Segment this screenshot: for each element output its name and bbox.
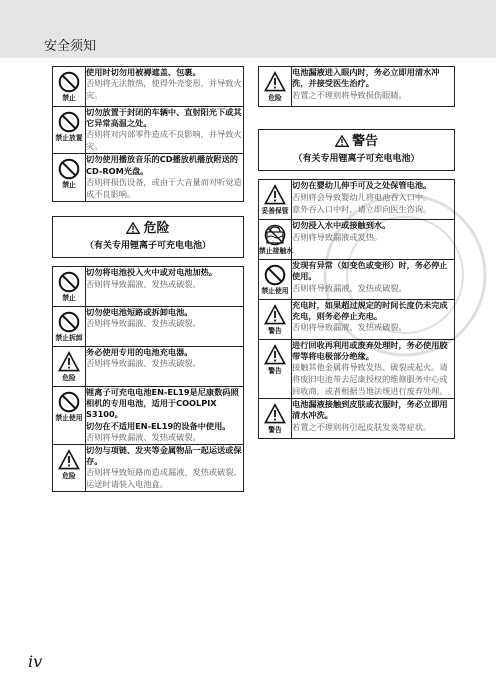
warning-symbol-cell <box>259 180 292 220</box>
warning-consequence: 否则将无法散热，使得外壳变形，并导致火灾。 <box>86 78 242 101</box>
warning-row <box>259 339 455 398</box>
warning-symbol-cell <box>53 444 86 491</box>
warning-text-cell <box>86 444 244 491</box>
warning-section-header <box>258 129 455 172</box>
exclamation-icon <box>264 71 286 93</box>
warning-row <box>53 346 244 386</box>
page-header-title: 安全须知 <box>44 39 97 54</box>
warning-symbol-label: 禁止使用 <box>55 413 83 422</box>
warning-text-cell <box>292 220 455 260</box>
warning-text-cell <box>86 386 244 444</box>
prohibition-icon <box>58 271 80 293</box>
warning-instruction: 切勿放置于封闭的车辆中、直射阳光下或其它异常高温之处。 <box>86 106 242 129</box>
warning-consequence: 接触其他金属将导致发热、破裂或起火。请将废旧电池带去尼康授权的维修服务中心或回收商，或者根据当地法规进行废弃处理。 <box>292 362 448 396</box>
warning-row <box>259 220 455 260</box>
warning-consequence: 若置之不理则将引起皮肤发炎等症状。 <box>292 421 432 432</box>
warning-consequence: 若置之不理则将导致损伤眼睛。 <box>292 89 407 100</box>
warning-consequence: 否则将会导致婴幼儿将电池吞入口中。 <box>292 191 432 202</box>
warning-text-cell <box>292 67 455 107</box>
warning-row <box>53 386 244 444</box>
warning-symbol-label: 危险 <box>62 471 76 480</box>
prohibition-icon <box>58 71 80 93</box>
warning-instruction: 电池漏液接触到皮肤或衣服时，务必立即用清水冲洗。 <box>292 398 448 421</box>
warning-instruction: 务必使用专用的电池充电器。 <box>86 346 193 357</box>
warning-symbol-label: 警告 <box>268 326 282 335</box>
prohibition-icon <box>58 111 80 133</box>
right-top-warning-table <box>258 66 455 107</box>
warning-text-cell <box>86 154 244 201</box>
right-bottom-warning-table <box>258 179 455 438</box>
warning-symbol-cell <box>259 299 292 339</box>
no-water-icon <box>264 224 286 246</box>
warning-instruction: 切勿与项链、发夹等金属物品一起运送或保存。 <box>86 444 242 467</box>
warning-symbol-label: 禁止 <box>62 181 76 190</box>
warning-symbol-cell <box>53 67 86 107</box>
warning-consequence: 否则将导致漏液、发热或破裂。 <box>86 318 201 329</box>
warning-symbol-label: 警告 <box>268 425 282 434</box>
warning-consequence: 否则将导致漏液或发热。 <box>292 231 383 242</box>
right-column <box>258 66 455 439</box>
exclamation-icon <box>58 351 80 373</box>
warning-title: 警告 <box>351 133 378 149</box>
exclamation-icon <box>264 403 286 425</box>
warning-text-cell <box>292 259 455 299</box>
warning-symbol-cell <box>259 220 292 260</box>
prohibition-icon <box>58 391 80 413</box>
warning-consequence: 否则将导致漏液、发热或破裂。 <box>292 322 407 333</box>
warning-symbol-label: 危险 <box>268 94 282 102</box>
exclamation-icon <box>126 222 140 234</box>
warning-symbol-cell <box>53 307 86 347</box>
warning-row <box>53 444 244 491</box>
left-column <box>52 66 244 492</box>
warning-symbol-label: 禁止 <box>62 94 76 102</box>
prohibition-icon <box>58 311 80 333</box>
warning-instruction: 发现有异常（如变色或变形）时，务必停止使用。 <box>292 259 448 282</box>
warning-instruction: 电池漏液进入眼内时，务必立即用清水冲洗，并接受医生治疗。 <box>292 67 440 89</box>
warning-instruction: 切勿使电池短路或拆卸电池。 <box>86 307 193 317</box>
warning-instruction: 进行回收再利用或废弃处理时，务必使用胶带等将电极部分绝缘。 <box>292 339 448 361</box>
warning-row <box>259 299 455 339</box>
warning-text-cell <box>86 267 244 307</box>
warning-instruction: 使用时切勿用被褥遮盖、包裹。 <box>86 67 201 77</box>
warning-symbol-cell <box>259 398 292 438</box>
warning-row <box>259 259 455 299</box>
warning-consequence: 否则将导致漏液、发热或破裂。 <box>86 431 201 442</box>
warning-symbol-label: 禁止接触水 <box>259 247 293 256</box>
warning-symbol-label: 禁止 <box>62 294 76 303</box>
warning-consequence: 运送时请装入电池盒。 <box>86 479 168 490</box>
prohibition-icon <box>58 158 80 180</box>
warning-consequence: 否则将损伤设备，或由于大音量而对听觉造成不良影响。 <box>86 176 242 199</box>
warning-symbol-cell <box>259 259 292 299</box>
left-top-warning-table <box>52 66 244 202</box>
warning-consequence: 否则将导致漏液、发热或破裂。 <box>86 278 201 289</box>
warning-symbol-label: 禁止使用 <box>261 286 289 295</box>
danger-section-header <box>52 216 244 259</box>
warning-row <box>53 267 244 307</box>
warning-symbol-label: 妥善保管 <box>261 207 289 216</box>
warning-instruction: 锂离子可充电电池EN-EL19是尼康数码照相机的专用电池，适用于COOLPIX S3100。 <box>86 386 239 420</box>
prohibition-icon <box>264 264 286 286</box>
warning-text-cell <box>86 346 244 386</box>
warning-symbol-label: 禁止拆卸 <box>55 334 83 342</box>
warning-row <box>53 307 244 347</box>
left-bottom-warning-table <box>52 266 244 492</box>
warning-consequence: 否则将导致漏液、发热或破裂。 <box>292 282 407 293</box>
warning-instruction: 切勿在不适用EN-EL19的设备中使用。 <box>86 420 231 431</box>
warning-symbol-cell <box>53 386 86 444</box>
warning-consequence: 否则将导致短路而造成漏液、发热或破裂。 <box>86 467 242 478</box>
exclamation-icon <box>264 184 286 206</box>
warning-text-cell <box>292 299 455 339</box>
warning-instruction: 充电时，如果超过规定的时间长度仍未完成充电，则务必停止充电。 <box>292 299 448 322</box>
warning-row <box>259 398 455 438</box>
exclamation-icon <box>264 304 286 326</box>
warning-symbol-label: 禁止放置 <box>55 133 83 142</box>
warning-text-cell <box>86 307 244 347</box>
warning-consequence: 否则将导致漏液、发热或破裂。 <box>86 358 201 369</box>
warning-row <box>259 180 455 220</box>
danger-subtitle: （有关专用锂离子可充电电池） <box>84 241 211 252</box>
warning-instruction: 切勿将电池投入火中或对电池加热。 <box>86 267 218 278</box>
warning-row <box>53 67 244 107</box>
warning-row <box>259 67 455 107</box>
warning-symbol-cell <box>259 67 292 107</box>
warning-text-cell <box>292 398 455 438</box>
warning-text-cell <box>86 106 244 153</box>
warning-text-cell <box>292 339 455 398</box>
danger-title: 危险 <box>143 220 170 236</box>
warning-symbol-cell <box>53 106 86 153</box>
warning-row <box>53 154 244 201</box>
exclamation-icon <box>335 135 349 147</box>
warning-subtitle: （有关专用锂离子可充电电池） <box>293 154 420 165</box>
warning-row <box>53 106 244 153</box>
page-number: iv <box>28 652 43 671</box>
warning-instruction: 切勿使用播放音乐的CD播放机播放附送的CD-ROM光盘。 <box>86 154 238 176</box>
warning-instruction: 切勿在婴幼儿伸手可及之处保管电池。 <box>292 180 432 191</box>
warning-text-cell <box>86 67 244 107</box>
warning-symbol-cell <box>53 346 86 386</box>
warning-symbol-cell <box>53 154 86 201</box>
warning-symbol-cell <box>53 267 86 307</box>
warning-symbol-label: 危险 <box>62 373 76 382</box>
exclamation-icon <box>58 449 80 471</box>
warning-symbol-label: 警告 <box>268 366 282 375</box>
exclamation-icon <box>264 344 286 366</box>
warning-consequence: 否则将对内部零件造成不良影响，并导致火灾。 <box>86 129 242 152</box>
warning-consequence: 意外吞入口中时，请立即向医生咨询。 <box>292 203 432 214</box>
warning-instruction: 切勿浸入水中或接触到水。 <box>292 220 391 231</box>
warning-symbol-cell <box>259 339 292 398</box>
warning-text-cell <box>292 180 455 220</box>
